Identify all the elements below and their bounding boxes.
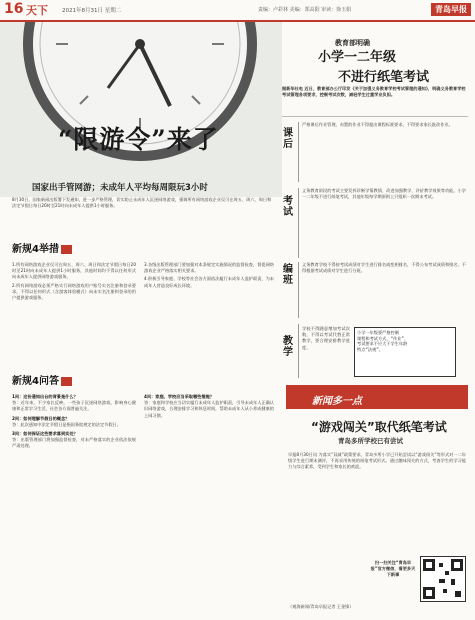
newspaper-logo: 青岛早报	[431, 3, 471, 16]
section-name: 天下	[26, 4, 48, 17]
measure-list-right	[144, 262, 274, 354]
sub-article-subtitle: 青岛多所学校已有尝试	[338, 437, 403, 445]
divider	[282, 116, 468, 117]
side-label-grouping: 编班	[283, 264, 293, 286]
qr-code-icon[interactable]	[420, 556, 466, 602]
list-item: 1.所有网络游戏企业仅可在周五、周六、周日和法定节假日每日20时至21时向未成年人提供1小时服务，其他时间均不得以任何形式向未成年人提供网络游戏服务。	[12, 262, 136, 280]
square-bullet-icon	[61, 377, 72, 386]
answer: 答：出版管理部门将加强监督检查，对未严格落实的企业依法依规严肃处理。	[12, 437, 136, 449]
right-headline-line2: 不进行纸笔考试	[338, 70, 430, 85]
answer: 答：家庭和学校应当切实履行未成年人监护职责，引导未成年人正确认识网络游戏，合理安排学习和休息时间，帮助未成年人从小养成健康的上网习惯。	[144, 400, 274, 418]
editor-credits: 责编：卢彩林 美编：郑高阳 审读：徐玉娟	[258, 7, 352, 13]
masthead-bar	[0, 0, 475, 22]
byline: （观海新闻/青岛早报记者 王金锋）	[288, 604, 354, 609]
answer: 答：此次通知中法定节假日是指国务院规定的法定节假日。	[12, 421, 121, 427]
square-bullet-icon	[61, 245, 72, 254]
sub-article-body: 早报8月30日讯 为落实“双减”政策要求，青岛多所小学已开始尝试以“游戏闯关”等形式对一二年级学生进行期末测评，不再采用传统的纸笔考试形式。通过趣味闯关的方式，考查学生的学习能力与综合素养，受到学生和家长的欢迎。	[288, 452, 466, 470]
subheadline: 国家出手管网游；未成年人平均每周限玩3小时	[32, 183, 208, 193]
answer: 答：近年来，不少家长反映，一些孩子沉迷网络游戏，影响身心健康和正常学习生活，社会各方面普遍关注。	[12, 400, 136, 412]
item-grouping: 义务教育学校不得按考试成绩对学生进行排名或变相排名，不得公布考试成绩和排名，不得根据考试成绩对学生进行分班。	[302, 262, 466, 274]
item-after-class: 严格课后作业管理，布置的作业不得超出课程标准要求，不得要求家长批改作业。	[302, 122, 453, 127]
question: 1问：这份通知出台的背景是什么？	[12, 394, 78, 399]
question: 3问：如何保证这些要求落到实处？	[12, 431, 78, 437]
section-heading-measures: 新规4举措	[12, 240, 72, 255]
list-item: 3.各级出版管理部门要加强对本条规定实施情况的监督检查，督促网络游戏企业严格落实相关要求。	[144, 262, 274, 274]
headline: “限游令”来了	[58, 125, 219, 154]
clock-icon	[0, 22, 282, 197]
qa-column-right	[144, 394, 274, 614]
banner-label: 新闻多一点	[312, 396, 362, 407]
issue-date: 2021年8月31日 星期二	[62, 8, 122, 14]
list-item: 4.积极引导家庭、学校等社会各方面依法履行未成年人监护职责，为未成年人营造良好成长环境。	[144, 276, 274, 288]
divider	[298, 262, 299, 318]
handwritten-note-image	[354, 327, 456, 377]
sub-article-title: “游戏闯关”取代纸笔考试	[311, 420, 447, 434]
qr-pattern-icon	[421, 557, 465, 601]
clock-illustration	[0, 22, 282, 197]
divider	[298, 188, 299, 258]
item-teaching: 学校不得随意增加考试次数，不得以考试代替正常教学，要合理安排教学进度。	[302, 326, 350, 350]
right-intro: 据新华社电 近日，教育部办公厅印发《关于加强义务教育学校考试管理的通知》，明确义务教育学校考试管理各项要求，控制考试次数，减轻学生过重学业负担。	[282, 86, 466, 98]
measure-list-left	[12, 262, 136, 354]
side-label-exam: 考试	[283, 196, 293, 218]
divider	[298, 122, 299, 182]
qa-column-left	[12, 394, 136, 614]
question: 4问：家庭、学校应当采取哪些措施？	[144, 394, 214, 399]
side-label-teaching: 教学	[283, 336, 293, 358]
item-exam: 义务教育阶段的考试主要发挥诊断学情教情、改进加强教学、评价教学效果等功能。小学一二年级不进行纸笔考试，其他年级每学期原则上只组织一次期末考试。	[302, 188, 466, 200]
side-label-after-class: 课后	[283, 128, 293, 150]
kicker: 教育部明确	[335, 39, 370, 47]
lead-intro: 8月30日，国家新闻出版署下发通知，进一步严格管理，切实防止未成年人沉迷网络游戏，强调所有网络游戏企业仅可在周五、周六、周日和法定节假日每日20时至21时向未成年人提供1小时服务。	[12, 197, 272, 209]
qr-caption: 扫一扫关注“青岛早报”官方微信，看更多天下新事	[370, 560, 416, 577]
list-item: 2.所有网络游戏必须严格实行网络游戏用户账号实名注册和登录要求，不得以任何形式（含游客体验模式）向未实名注册和登录的用户提供游戏服务。	[12, 282, 136, 301]
note-text: 小学一年级要严格控制 课程和考试方式，“作业”、 考试要求不应大于学生年龄 特点“法规”。	[357, 330, 409, 352]
right-headline-line1: 小学一二年级	[318, 50, 397, 65]
section-heading-qa: 新规4问答	[12, 372, 72, 387]
question: 2问：如何理解节假日的概念？	[12, 415, 70, 421]
page-number: 16	[4, 1, 24, 17]
divider	[298, 324, 299, 378]
